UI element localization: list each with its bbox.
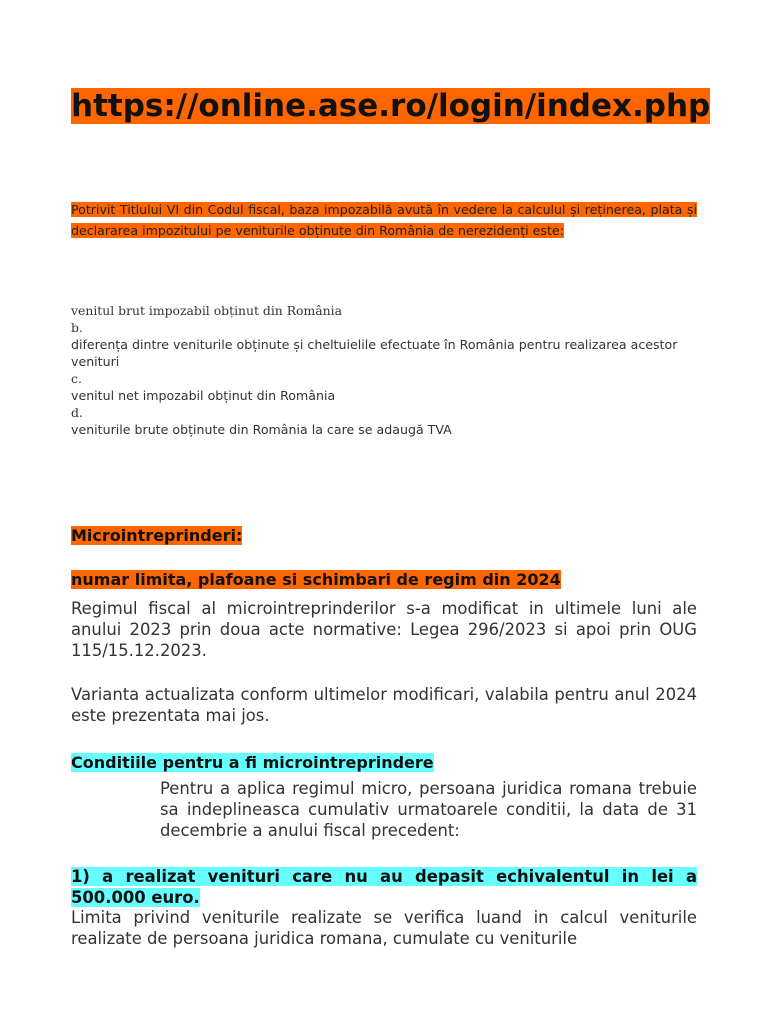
answer-c-letter: c.	[71, 371, 82, 386]
paragraph-varianta: Varianta actualizata conform ultimelor modificari, valabila pentru anul 2024 este prezentata mai jos.	[71, 685, 697, 725]
section-heading-text: Microintreprinderi:	[71, 526, 243, 545]
conditions-intro: Pentru a aplica regimul micro, persoana juridica romana trebuie sa indeplineasca cumulativ urmatoarele conditii, la data de 31 decembrie a anului fiscal precedent:	[160, 779, 697, 840]
answer-list	[71, 302, 697, 438]
answer-d-letter: d.	[71, 405, 83, 420]
url-title-text: https://online.ase.ro/login/index.php	[71, 88, 711, 124]
question-text	[71, 199, 697, 241]
answer-b-letter: b.	[71, 320, 83, 335]
answer-a-text: venitul brut impozabil obținut din România	[71, 303, 342, 318]
question-highlight: Potrivit Titlului VI din Codul fiscal, baza impozabilă avută în vedere la calculul și reținerea, plata și declararea impozitului pe veniturile obținute din România de nerezidenți este:	[71, 202, 697, 238]
section-heading	[71, 525, 242, 546]
answer-d-text: veniturile brute obținute din România la care se adaugă TVA	[71, 422, 452, 437]
condition-1-heading	[71, 866, 697, 908]
url-title	[71, 88, 711, 125]
conditions-heading	[71, 752, 434, 773]
answer-b-text: diferența dintre veniturile obținute și cheltuielile efectuate în România pentru realizarea acestor venituri	[71, 337, 678, 369]
subheading	[71, 569, 561, 590]
conditions-heading-text: Conditiile pentru a fi microintreprindere	[71, 753, 434, 772]
condition-1-text: Limita privind veniturile realizate se verifica luand in calcul veniturile realizate de persoana juridica romana, cumulate cu veniturile	[71, 908, 697, 948]
answer-c-text: venitul net impozabil obținut din România	[71, 388, 336, 403]
subheading-text: numar limita, plafoane si schimbari de regim din 2024	[71, 570, 561, 589]
paragraph-regim: Regimul fiscal al microintreprinderilor s-a modificat in ultimele luni ale anului 2023 prin doua acte normative: Legea 296/2023 si apoi prin OUG 115/15.12.2023.	[71, 599, 697, 660]
condition-1-heading-text: 1) a realizat venituri care nu au depasit echivalentul in lei a 500.000 euro.	[71, 867, 697, 907]
